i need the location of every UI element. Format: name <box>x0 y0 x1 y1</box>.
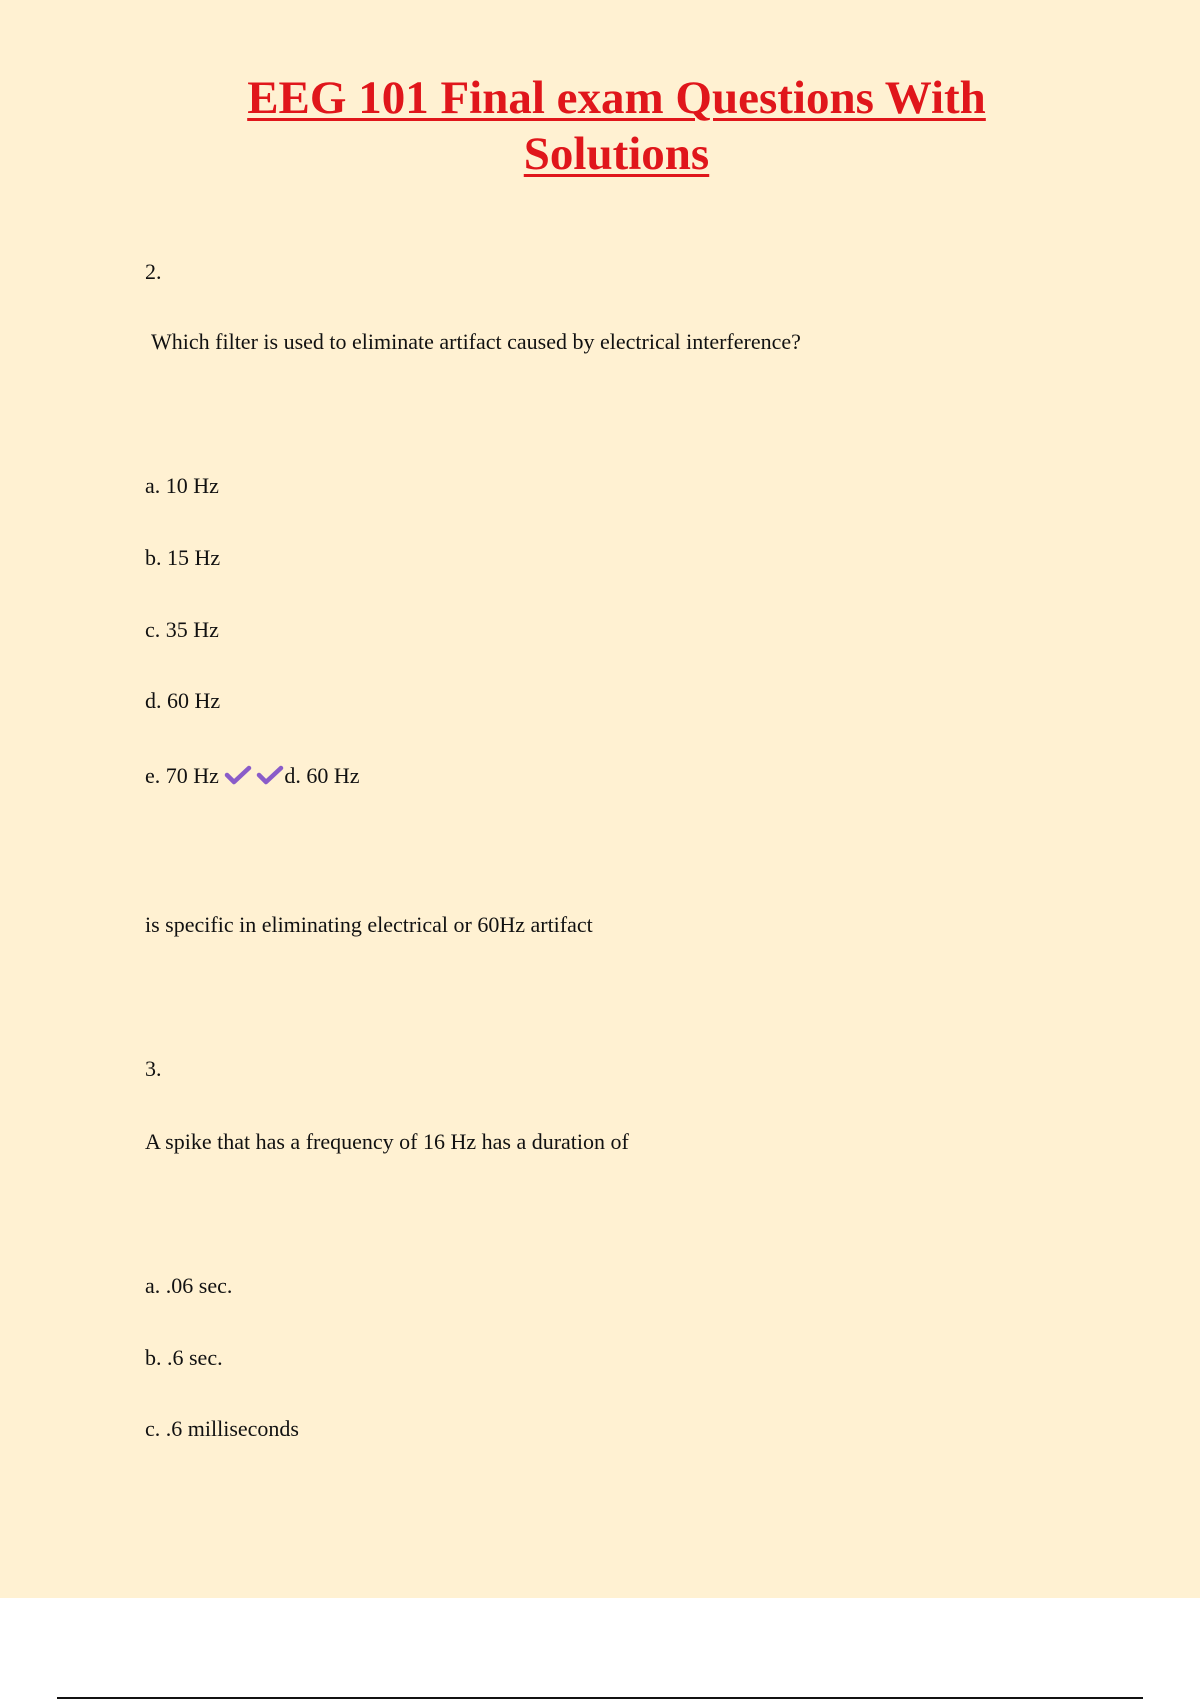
document-title <box>0 70 1200 182</box>
question-2-prompt: Which filter is used to eliminate artifact caused by electrical interference? <box>151 329 801 354</box>
title-line-2: Solutions <box>523 128 710 180</box>
check-icon <box>256 764 284 786</box>
title-line-1: EEG 101 Final exam Questions With <box>247 72 986 124</box>
question-3-option-b: b. .6 sec. <box>145 1345 223 1370</box>
question-2-option-b: b. 15 Hz <box>145 545 221 570</box>
question-2-option-e: e. 70 Hz <box>145 763 219 788</box>
question-2-explanation: is specific in eliminating electrical or 60Hz artifact <box>145 912 593 937</box>
question-2-option-d: d. 60 Hz <box>145 688 221 713</box>
question-2-option-c: c. 35 Hz <box>145 617 219 642</box>
question-2-answer: d. 60 Hz <box>284 763 360 788</box>
question-2-answer-line <box>145 762 360 790</box>
check-icon <box>224 764 252 786</box>
question-3-option-a: a. .06 sec. <box>145 1273 233 1298</box>
question-2-option-a: a. 10 Hz <box>145 473 219 498</box>
question-3-number: 3. <box>145 1056 162 1081</box>
question-2-number: 2. <box>145 259 162 284</box>
question-3-option-c: c. .6 milliseconds <box>145 1416 299 1441</box>
question-3-prompt: A spike that has a frequency of 16 Hz has a duration of <box>145 1129 629 1154</box>
footer-divider <box>57 1697 1143 1699</box>
